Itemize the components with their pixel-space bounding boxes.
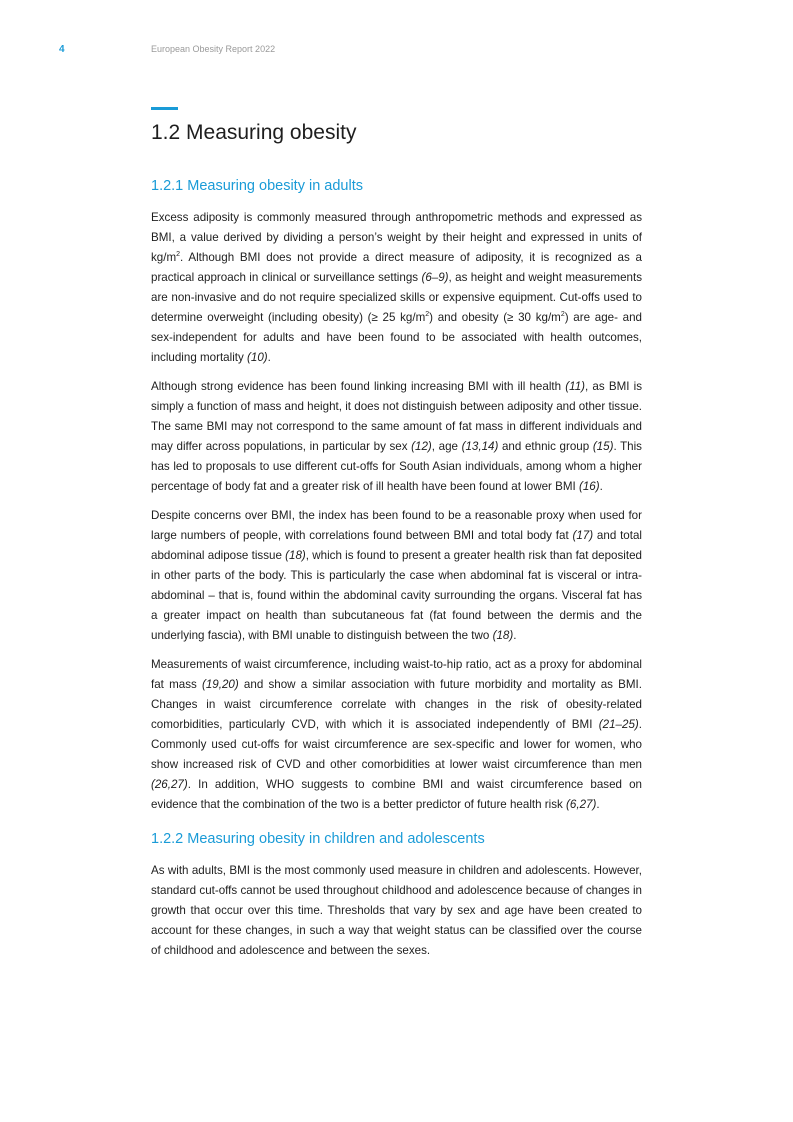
- superscript: 2: [425, 311, 430, 319]
- citation-reference: (18): [285, 549, 306, 562]
- citation-reference: (11): [565, 380, 586, 393]
- citation-reference: (16): [578, 480, 600, 493]
- citation-reference: (12): [411, 440, 432, 453]
- section-title: 1.2 Measuring obesity: [151, 121, 357, 144]
- citation-reference: (10): [247, 351, 268, 364]
- subsection-title-children: 1.2.2 Measuring obesity in children and adolescents: [151, 831, 485, 847]
- body-paragraph: Despite concerns over BMI, the index has been found to be a reasonable proxy when used for large numbers of people, with correlations found between BMI and total body fat (17) and total abdominal adipose tissue (18), which is found to present a greater health risk than fat deposited in other parts of the body. This is particularly the case when abdominal fat is visceral or intra-abdominal – that is, found within the abdominal cavity surrounding the organs. Visceral fat has a greater impact on health than subcutaneous fat (fat found between the dermis and the underlying fascia), with BMI unable to distinguish between the two (18).: [151, 509, 642, 642]
- body-paragraph: Excess adiposity is commonly measured through anthropometric methods and expressed as BMI, a value derived by dividing a person’s weight by their height and expressed in units of $kg/m^2$. Although BMI does not provide a direct measure of adiposity, it is recognized as a practical approach in clinical or surveillance settings (6–9), as height and weight measurements are non-invasive and do not require specialized skills or expensive equipment. Cut-offs used to determine overweight (including obesity) (≥ 25 $kg/m^2$) and obesity (≥ 30 $kg/m^2$) are age- and sex-independent for adults and have been found to be associated with health outcomes, including mortality (10).: [151, 211, 642, 364]
- citation-reference: (15): [592, 440, 614, 453]
- body-paragraph: Measurements of waist circumference, including waist-to-hip ratio, act as a proxy for abdominal fat mass (19,20) and show a similar association with future morbidity and mortality as BMI. Changes in waist circumference correlate with changes in the risk of obesity-related comorbidities, particularly CVD, with which it is associated independently of BMI (21–25). Commonly used cut-offs for waist circumference are sex-specific and lower for women, who show increased risk of CVD and other comorbidities at lower waist circumference than men (26,27). In addition, WHO suggests to combine BMI and waist circumference based on evidence that the combination of the two is a better predictor of future health risk (6,27).: [151, 658, 642, 811]
- subsection-title-adults: 1.2.1 Measuring obesity in adults: [151, 178, 363, 194]
- citation-reference: (21–25): [598, 718, 639, 731]
- citation-reference: (18): [492, 629, 514, 642]
- section-accent-bar: [151, 107, 178, 110]
- citation-reference: (13,14): [461, 440, 499, 453]
- citation-reference: (6,27): [566, 798, 597, 811]
- superscript: 2: [176, 251, 181, 259]
- page-number: 4: [59, 44, 65, 55]
- superscript: 2: [560, 311, 565, 319]
- subsection-body-adults: [151, 208, 642, 815]
- subsection-body-children: [151, 861, 642, 961]
- page-content: [151, 118, 642, 961]
- citation-reference: (6–9): [421, 271, 449, 284]
- body-paragraph: As with adults, BMI is the most commonly used measure in children and adolescents. However, standard cut-offs cannot be used throughout childhood and adolescence because of changes in growth that occur over this time. Thresholds that vary by sex and age have been created to account for these changes, in such a way that weight status can be classified over the course of childhood and adolescence and between the sexes.: [151, 864, 642, 957]
- running-header: European Obesity Report 2022: [151, 44, 276, 54]
- citation-reference: (19,20): [202, 678, 239, 691]
- citation-reference: (26,27): [151, 778, 188, 791]
- body-paragraph: Although strong evidence has been found linking increasing BMI with ill health (11), as BMI is simply a function of mass and height, it does not distinguish between adiposity and other tissue. The same BMI may not correspond to the same amount of fat mass in different individuals and may differ across populations, in particular by sex (12), age (13,14) and ethnic group (15). This has led to proposals to use different cut-offs for South Asian individuals, among whom a higher percentage of body fat and a greater risk of ill health have been found at lower BMI (16).: [151, 380, 642, 493]
- citation-reference: (17): [572, 529, 594, 542]
